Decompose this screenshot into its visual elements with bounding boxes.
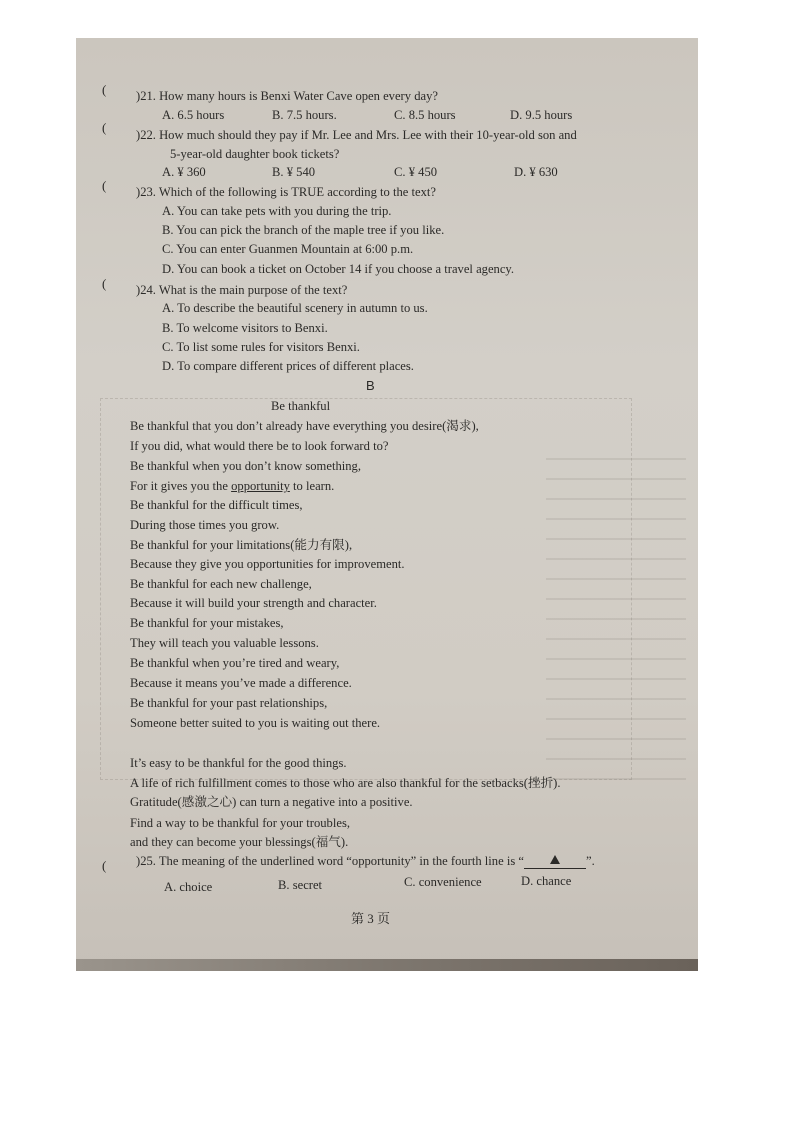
poem-line: Be thankful when you’re tired and weary, bbox=[130, 656, 340, 670]
poem-line: Gratitude(感激之心) can turn a negative into a positive. bbox=[130, 795, 413, 809]
underlined-word-opportunity: opportunity bbox=[231, 479, 290, 493]
poem-line: Be thankful for your mistakes, bbox=[130, 616, 284, 630]
option-b: B. You can pick the branch of the maple tree if you like. bbox=[162, 223, 445, 237]
option-c: C. 8.5 hours bbox=[394, 108, 456, 122]
document-photo bbox=[76, 38, 698, 971]
poem-line-4-end: to learn. bbox=[289, 479, 335, 493]
poem-line-4-start: For it gives you the bbox=[130, 479, 232, 493]
option-b: B. ¥ 540 bbox=[272, 165, 316, 179]
poem-line: Find a way to be thankful for your troubles, bbox=[130, 816, 350, 830]
question-25-stem-start: )25. The meaning of the underlined word “opportunity” in the fourth line is “ bbox=[136, 854, 524, 868]
option-d: D. ¥ 630 bbox=[514, 165, 558, 179]
option-c: C. convenience bbox=[404, 875, 482, 889]
option-a: A. ¥ 360 bbox=[162, 165, 206, 179]
poem-line-4 bbox=[130, 478, 334, 494]
option-d: D. You can book a ticket on October 14 if you choose a travel agency. bbox=[162, 262, 515, 276]
poem-line: Be thankful for each new challenge, bbox=[130, 577, 312, 591]
poem-line: Be thankful when you don’t know something, bbox=[130, 459, 361, 473]
answer-bracket: ( bbox=[102, 858, 107, 873]
option-a: A. 6.5 hours bbox=[162, 108, 225, 122]
poem-line: Because it will build your strength and character. bbox=[130, 596, 377, 610]
answer-blank bbox=[524, 852, 586, 869]
photo-edge-shadow bbox=[76, 959, 698, 971]
question-22-stem: )22. How much should they pay if Mr. Lee and Mrs. Lee with their 10-year-old son and bbox=[136, 128, 577, 142]
option-a: A. You can take pets with you during the trip. bbox=[162, 204, 392, 218]
poem-title: Be thankful bbox=[271, 399, 331, 413]
page-number: 第 3 页 bbox=[351, 911, 391, 926]
poem-line: Because it means you’ve made a difference. bbox=[130, 676, 352, 690]
answer-bracket: ( bbox=[102, 178, 107, 193]
question-24-stem: )24. What is the main purpose of the text? bbox=[136, 283, 348, 297]
poem-line: Be thankful that you don’t already have everything you desire(渴求), bbox=[130, 419, 479, 433]
option-b: B. secret bbox=[278, 878, 323, 892]
poem-line: Be thankful for the difficult times, bbox=[130, 498, 303, 512]
poem-line: Someone better suited to you is waiting out there. bbox=[130, 716, 381, 730]
answer-bracket: ( bbox=[102, 120, 107, 135]
option-d: D. 9.5 hours bbox=[510, 108, 573, 122]
option-c: C. ¥ 450 bbox=[394, 165, 438, 179]
answer-bracket: ( bbox=[102, 276, 107, 291]
question-25-stem-end: ”. bbox=[585, 854, 595, 868]
question-25-stem bbox=[136, 853, 595, 870]
poem-line: Be thankful for your limitations(能力有限), bbox=[130, 538, 353, 552]
option-d: D. chance bbox=[521, 874, 572, 888]
option-c: C. To list some rules for visitors Benxi. bbox=[162, 340, 360, 354]
option-c: C. You can enter Guanmen Mountain at 6:00 p.m. bbox=[162, 242, 414, 256]
section-label: B bbox=[366, 378, 375, 393]
option-a: A. To describe the beautiful scenery in autumn to us. bbox=[162, 301, 428, 315]
option-b: B. 7.5 hours. bbox=[272, 108, 337, 122]
poem-line: and they can become your blessings(福气). bbox=[130, 835, 349, 849]
poem-line: Be thankful for your past relationships, bbox=[130, 696, 328, 710]
poem-line: A life of rich fulfillment comes to those who are also thankful for the setbacks(挫折). bbox=[130, 776, 561, 790]
option-d: D. To compare different prices of different places. bbox=[162, 359, 414, 373]
poem-line: During those times you grow. bbox=[130, 518, 280, 532]
answer-bracket: ( bbox=[102, 82, 107, 97]
poem-line: They will teach you valuable lessons. bbox=[130, 636, 319, 650]
poem-line: If you did, what would there be to look forward to? bbox=[130, 439, 389, 453]
question-21-stem: )21. How many hours is Benxi Water Cave open every day? bbox=[136, 89, 438, 103]
option-b: B. To welcome visitors to Benxi. bbox=[162, 321, 328, 335]
option-a: A. choice bbox=[164, 880, 213, 894]
poem-line: Because they give you opportunities for improvement. bbox=[130, 557, 405, 571]
question-22-stem-line2: 5-year-old daughter book tickets? bbox=[170, 147, 340, 161]
triangle-icon bbox=[550, 855, 560, 864]
question-23-stem: )23. Which of the following is TRUE according to the text? bbox=[136, 185, 436, 199]
poem-line: It’s easy to be thankful for the good things. bbox=[130, 756, 347, 770]
